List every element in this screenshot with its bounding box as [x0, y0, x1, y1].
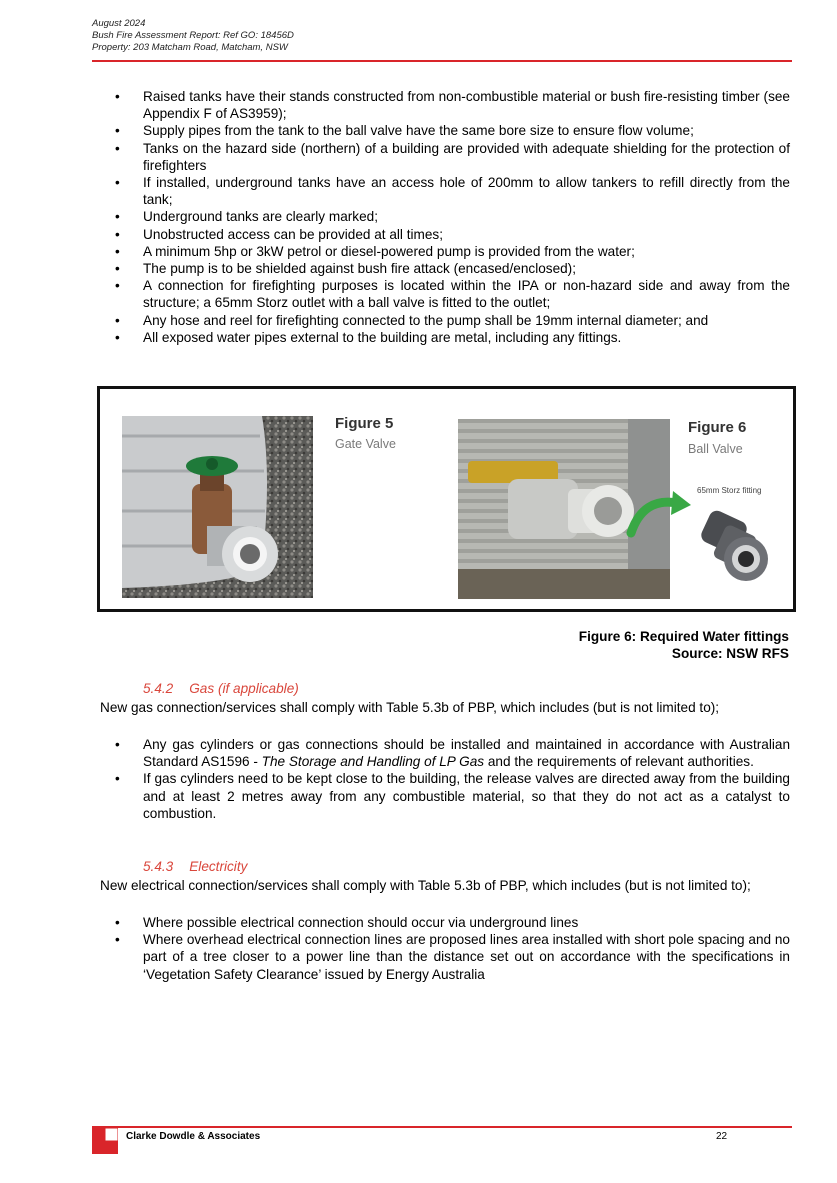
- list-item: • Underground tanks are clearly marked;: [100, 208, 790, 225]
- header-report-ref: Bush Fire Assessment Report: Ref GO: 18456D: [92, 30, 294, 41]
- section-title: Electricity: [189, 859, 248, 874]
- figure-caption: [579, 628, 789, 662]
- list-item: • Unobstructed access can be provided at all times;: [100, 226, 790, 243]
- header-date: August 2024: [92, 18, 146, 29]
- green-arrow-icon: [625, 489, 695, 539]
- storz-fitting-photo: [700, 507, 782, 587]
- header-divider: [92, 60, 792, 62]
- standard-title: The Storage and Handling of LP Gas: [261, 754, 485, 770]
- gas-list: [100, 736, 790, 822]
- list-item: • A connection for firefighting purposes is located within the IPA or non-hazard side and away from the structure; a 65mm Storz outlet with a ball valve is fitted to the outlet;: [100, 277, 790, 311]
- list-item: • All exposed water pipes external to the building are metal, including any fittings.: [100, 329, 790, 346]
- figure-6-title: Figure 6: [688, 419, 747, 436]
- list-item: • Any gas cylinders or gas connections should be installed and maintained in accordance with Australian Standard AS1596 - The Storage and Handling of LP Gas and the requirements of relevant authorities.: [100, 736, 790, 770]
- figure-5-subtitle: Gate Valve: [335, 437, 396, 451]
- section-number: 5.4.3: [143, 859, 174, 874]
- section-title: Gas (if applicable): [189, 681, 299, 696]
- company-logo-icon: [92, 1128, 118, 1154]
- water-supply-list: [100, 88, 790, 346]
- caption-source: Source: NSW RFS: [671, 646, 789, 661]
- list-item: • Raised tanks have their stands constructed from non-combustible material or bush fire-resisting timber (see Appendix F of AS3959);: [100, 88, 790, 122]
- list-item: • Supply pipes from the tank to the ball valve have the same bore size to ensure flow volume;: [100, 122, 790, 139]
- gas-section-heading: [143, 681, 299, 696]
- header-property: Property: 203 Matcham Road, Matcham, NSW: [92, 42, 288, 53]
- list-item: • A minimum 5hp or 3kW petrol or diesel-powered pump is provided from the water;: [100, 243, 790, 260]
- water-fittings-figure: [97, 386, 796, 612]
- footer-company: Clarke Dowdle & Associates: [126, 1131, 261, 1142]
- list-item: • Tanks on the hazard side (northern) of a building are provided with adequate shielding for the protection of firefighters: [100, 140, 790, 174]
- list-item: • Where overhead electrical connection lines are proposed lines area installed with short pole spacing and no part of a tree closer to a power line than the distance set out on accordance with the specifications in ‘Vegetation Safety Clearance’ issued by Energy Australia: [100, 931, 790, 983]
- list-item: • If gas cylinders need to be kept close to the building, the release valves are directed away from the building and at least 2 metres away from any combustible material, so that they do not act as a catalyst to combustion.: [100, 770, 790, 822]
- page-header: [92, 18, 294, 54]
- list-item: • Where possible electrical connection should occur via underground lines: [100, 914, 790, 931]
- footer-divider: [92, 1126, 792, 1128]
- page-number: 22: [716, 1131, 728, 1142]
- list-item: • The pump is to be shielded against bush fire attack (encased/enclosed);: [100, 260, 790, 277]
- section-number: 5.4.2: [143, 681, 174, 696]
- electricity-list: [100, 914, 790, 983]
- gate-valve-photo: [122, 416, 313, 598]
- gas-intro: New gas connection/services shall comply with Table 5.3b of PBP, which includes (but is not limited to);: [100, 700, 720, 715]
- list-item: • Any hose and reel for firefighting connected to the pump shall be 19mm internal diameter; and: [100, 312, 790, 329]
- electricity-section-heading: [143, 859, 247, 874]
- figure-5-title: Figure 5: [335, 415, 394, 432]
- caption-title: Figure 6: Required Water fittings: [578, 629, 789, 644]
- figure-6-subtitle: Ball Valve: [688, 442, 743, 456]
- storz-fitting-label: 65mm Storz fitting: [697, 486, 762, 495]
- electricity-intro: New electrical connection/services shall comply with Table 5.3b of PBP, which includes (but is not limited to);: [100, 878, 751, 893]
- list-item: • If installed, underground tanks have an access hole of 200mm to allow tankers to refill directly from the tank;: [100, 174, 790, 208]
